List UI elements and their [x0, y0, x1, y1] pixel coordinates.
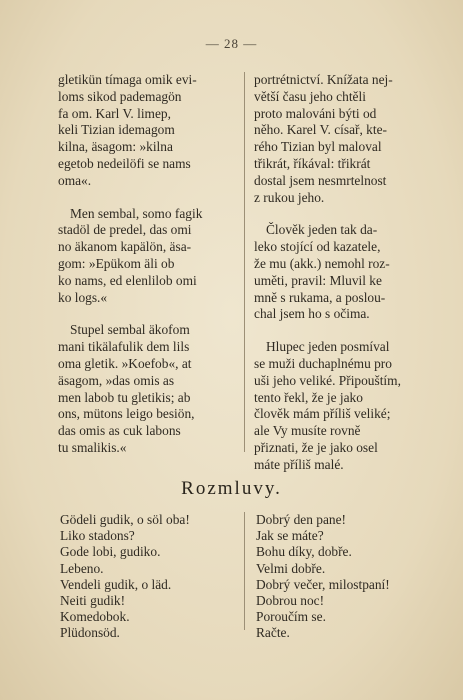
- paragraph-1-translation: portrétnictví. Knížata nej- větší času jeho chtěli proto malováni býti od něho. Karel V. císař, kte- rého Tizian byl maloval třikrát, říkával: třikrát dostal jsem nesmrtelnost z rukou jeho.: [254, 72, 393, 205]
- paragraph-2-translation: Člověk jeden tak da- leko stojící od kazatele, že mu (akk.) nemohl roz- uměti, pravil: Mluvil ke mně s rukama, a poslou- chal jsem ho s očima.: [254, 222, 390, 322]
- list-item: Poroučím se.: [256, 609, 326, 625]
- list-item: Liko stadons?: [60, 528, 135, 544]
- list-item: Račte.: [256, 625, 290, 641]
- list-item: Neiti gudik!: [60, 593, 126, 609]
- dialogue-list-right: [256, 512, 390, 642]
- list-item: Jak se máte?: [256, 528, 324, 544]
- column-divider-top: [244, 72, 245, 452]
- section-title: Rozmluvy.: [181, 478, 282, 499]
- right-column: [254, 72, 416, 490]
- paragraph-3: Stupel sembal äkofom mani tikälafulik dem lils oma gletik. »Koefob«, at äsagom, »das omis as men labob tu gletikis; ab ons, mütons leigo besiön, das omis as cuk labons tu smalikis.«: [58, 322, 195, 455]
- page-number: — 28 —: [205, 36, 258, 51]
- dialogue-list-left: [60, 512, 190, 642]
- list-item: Gode lobi, gudiko.: [60, 544, 161, 560]
- paragraph-2: Men sembal, somo fagik stadöl de predel, das omi no äkanom kapälön, äsa- gom: »Epükom äli ob ko nams, ed elenlilob omi ko logs.«: [58, 205, 203, 305]
- left-column: [58, 72, 234, 473]
- paragraph-3-translation: Hlupec jeden posmíval se muži duchaplnému pro uši jeho veliké. Připouštím, tento řekl, že je jako člověk mám příliš veliké; ale Vy musíte rovně přiznati, že je jako osel máte příliš malé.: [254, 339, 401, 472]
- list-item: Dobrou noc!: [256, 593, 325, 609]
- paragraph-1: gletikün tímaga omik evi- loms sikod pademagön fa om. Karl V. limep, keli Tizian idemagom kilna, äsagom: »kilna egetob nedeilöfi se nams oma«.: [58, 72, 197, 188]
- list-item: Gödeli gudik, o söl oba!: [60, 512, 190, 527]
- list-item: Bohu díky, dobře.: [256, 544, 352, 560]
- list-item: Dobrý den pane!: [256, 512, 346, 527]
- list-item: Komedobok.: [60, 609, 130, 625]
- list-item: Dobrý večer, milostpaní!: [256, 576, 390, 592]
- column-divider-bottom: [244, 512, 245, 630]
- list-item: Lebeno.: [60, 560, 104, 576]
- list-item: Plüdonsöd.: [60, 625, 120, 641]
- list-item: Velmi dobře.: [256, 560, 326, 576]
- list-item: Vendeli gudik, o läd.: [60, 576, 172, 592]
